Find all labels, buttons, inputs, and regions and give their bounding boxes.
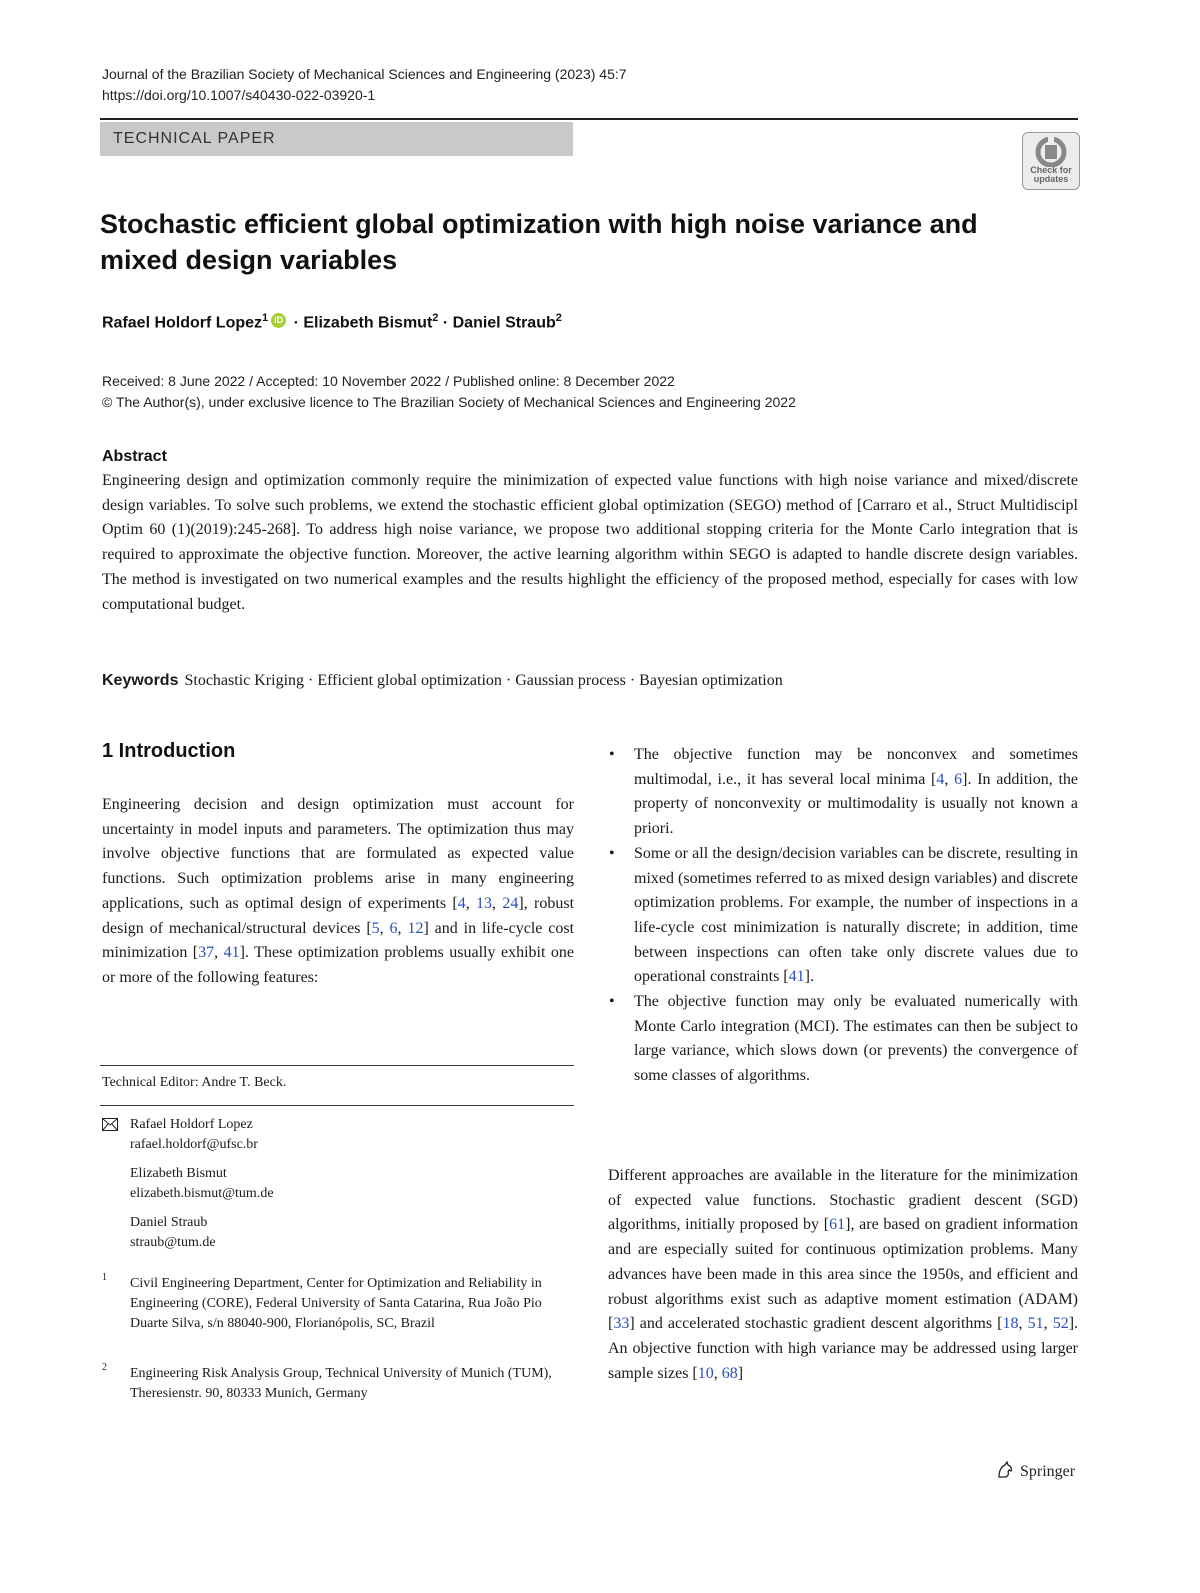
check-for-updates-label: Check for updates [1030,165,1072,184]
affiliation-number: 2 [102,1362,107,1373]
text-segment: ] [737,1364,744,1382]
contact-corresponding [130,1115,258,1155]
publisher-name: Springer [1020,1463,1076,1480]
feature-list [608,743,1078,1089]
text-segment: , [379,919,390,937]
copyright-line: © The Author(s), under exclusive licence to The Brazilian Society of Mechanical Sciences and Engineering 2022 [102,394,796,410]
text-segment: ], are based on gradient information and are especially suited for continuous optimization problems. Many advances have been made in this area since the 1950s, and efficient and robust algorithms exist such as adaptive moment estimation (ADAM) [ [608,1216,1078,1333]
contact-name: Daniel Straub [130,1215,208,1230]
article-title: Stochastic efficient global optimization with high noise variance and mixed design variables [100,209,978,275]
publisher-logo [996,1461,1075,1481]
text-segment: , [713,1364,722,1382]
author-affiliation: 2 [432,312,439,324]
text-segment: , [1043,1315,1053,1333]
citation-link[interactable]: 6 [389,919,398,937]
orcid-icon[interactable] [271,313,286,328]
citation-link[interactable]: 37 [198,944,215,962]
contact-name: Rafael Holdorf Lopez [130,1117,253,1132]
text-segment: ]. These optimization problems usually exhibit one or more of the following features: [102,944,575,986]
springer-horse-icon [996,1461,1014,1479]
citation-link[interactable]: 6 [954,770,963,788]
list-item [608,743,1078,842]
publication-dates [102,371,796,413]
check-for-updates-button[interactable] [1022,132,1080,190]
keywords-line [102,670,783,692]
author-name[interactable]: Rafael Holdorf Lopez [102,314,263,332]
footnote-rule [100,1065,574,1066]
citation-link[interactable]: 33 [613,1315,630,1333]
citation-link[interactable]: 4 [936,770,945,788]
affiliation-text: Civil Engineering Department, Center for Optimization and Reliability in Engineering (CORE), Federal University of Santa Catarina, Rua João Pio Duarte Silva, s/n 88040-900, Florianópolis, SC, Brazil [130,1276,542,1331]
abstract-text: Engineering design and optimization commonly require the minimization of expected value functions with high noise variance and mixed/discrete design variables. To solve such problems, we extend the stochastic efficient global optimization (SEGO) method of [Carraro et al., Struct Multidiscipl Optim 60 (1)(2019):245-268]. To address high noise variance, we propose two additional stopping criteria for the Monte Carlo integration that is required to approximate the objective function. Moreover, the active learning algorithm within SEGO is adapted to handle discrete design variables. The method is investigated on two numerical examples and the results highlight the efficiency of the proposed method, especially for cases with low computational budget. [102,472,1078,613]
citation-link[interactable]: 61 [829,1216,846,1234]
author-affiliation: 1 [262,312,269,324]
header-rule [100,118,1078,120]
author-affiliation: 2 [555,312,562,324]
author-name[interactable]: Elizabeth Bismut [303,314,433,332]
author-separator: · [289,314,304,332]
text-segment: , [397,919,408,937]
intro-paragraph-1 [102,793,574,991]
intro-paragraph-2 [608,1164,1078,1386]
abstract-heading: Abstract [102,448,167,465]
contact [130,1164,274,1204]
contact-email[interactable]: straub@tum.de [130,1235,216,1250]
citation-link[interactable]: 51 [1027,1315,1044,1333]
text-segment: ]. In addition, the property of nonconvexity or multimodality is usually not known a priori. [634,770,1079,838]
citation-link[interactable]: 41 [788,968,805,986]
affiliation-text: Engineering Risk Analysis Group, Technical University of Munich (TUM), Theresienstr. 90, 80333 Munich, Germany [130,1366,552,1401]
text-segment: ]. An objective function with high variance may be addressed using larger sample sizes [ [608,1315,1079,1382]
keywords-heading: Keywords [102,672,179,689]
list-item [608,990,1078,1089]
section-badge-label: TECHNICAL PAPER [113,130,276,147]
text-segment: ], robust design of mechanical/structural devices [ [102,894,575,937]
contact-name: Elizabeth Bismut [130,1166,227,1181]
text-segment: ] and in life-cycle cost minimization [ [102,919,575,962]
text-segment: , [214,944,224,962]
text-segment: ]. [804,968,814,986]
text-segment: , [944,770,955,788]
envelope-icon [102,1118,118,1131]
keywords-list: Stochastic Kriging · Efficient global optimization · Gaussian process · Bayesian optimization [184,672,783,689]
doi-link[interactable]: https://doi.org/10.1007/s40430-022-03920-1 [102,87,376,103]
citation-link[interactable]: 68 [721,1364,738,1382]
text-segment: , [1018,1315,1028,1333]
affiliation-number: 1 [102,1272,107,1283]
author-separator: · [438,314,453,332]
citation-link[interactable]: 52 [1052,1315,1069,1333]
received-accepted-published: Received: 8 June 2022 / Accepted: 10 November 2022 / Published online: 8 December 2022 [102,373,675,389]
journal-line: Journal of the Brazilian Society of Mechanical Sciences and Engineering (2023) 45:7 [102,66,627,82]
citation-link[interactable]: 41 [223,944,240,962]
section-badge [100,122,573,156]
text-segment: Engineering decision and design optimization must account for uncertainty in model inputs and parameters. The optimization thus may involve objective functions that are formulated as expected value functions. Such optimization problems arise in many engineering applications, such as optimal design of experiments [ [102,796,574,912]
text-segment: The objective function may only be evaluated numerically with Monte Carlo integration (MCI). The estimates can then be subject to large variance, which slows down (or prevents) the convergence of some classes of algorithms. [634,993,1078,1085]
orcid-label: iD [274,315,284,326]
technical-editor: Technical Editor: Andre T. Beck. [102,1075,287,1090]
author-name[interactable]: Daniel Straub [452,314,556,332]
text-segment: Different approaches are available in the literature for the minimization of expected value functions. Stochastic gradient descent (SGD) algorithms, initially proposed by [ [608,1167,1078,1234]
citation-link[interactable]: 12 [407,919,424,937]
text-segment: ] and accelerated stochastic gradient descent algorithms [ [629,1315,1003,1333]
citation-link[interactable]: 5 [371,919,380,937]
citation-link[interactable]: 24 [502,894,519,912]
citation-link[interactable]: 13 [476,894,493,912]
citation-link[interactable]: 10 [697,1364,714,1382]
footnote-rule [100,1105,574,1106]
text-segment: , [465,894,477,912]
citation-link[interactable]: 4 [457,894,466,912]
text-segment: The objective function may be nonconvex and sometimes multimodal, i.e., it has several local minima [ [634,746,1078,788]
contact-email[interactable]: elizabeth.bismut@tum.de [130,1186,274,1201]
text-segment: , [492,894,503,912]
author-list [102,312,562,332]
section-heading-introduction: 1 Introduction [102,740,236,762]
journal-citation [102,64,627,106]
contact [130,1213,216,1253]
crossmark-icon [1032,137,1070,167]
list-item [608,842,1078,990]
text-segment: Some or all the design/decision variables can be discrete, resulting in mixed (sometimes referred to as mixed design variables) and discrete optimization problems. For example, the number of inspections in a life-cycle cost minimization is naturally discrete; in addition, time between inspections can often take only discrete values due to operational constraints [ [634,844,1078,986]
citation-link[interactable]: 18 [1002,1315,1019,1333]
contact-email[interactable]: rafael.holdorf@ufsc.br [130,1137,258,1152]
